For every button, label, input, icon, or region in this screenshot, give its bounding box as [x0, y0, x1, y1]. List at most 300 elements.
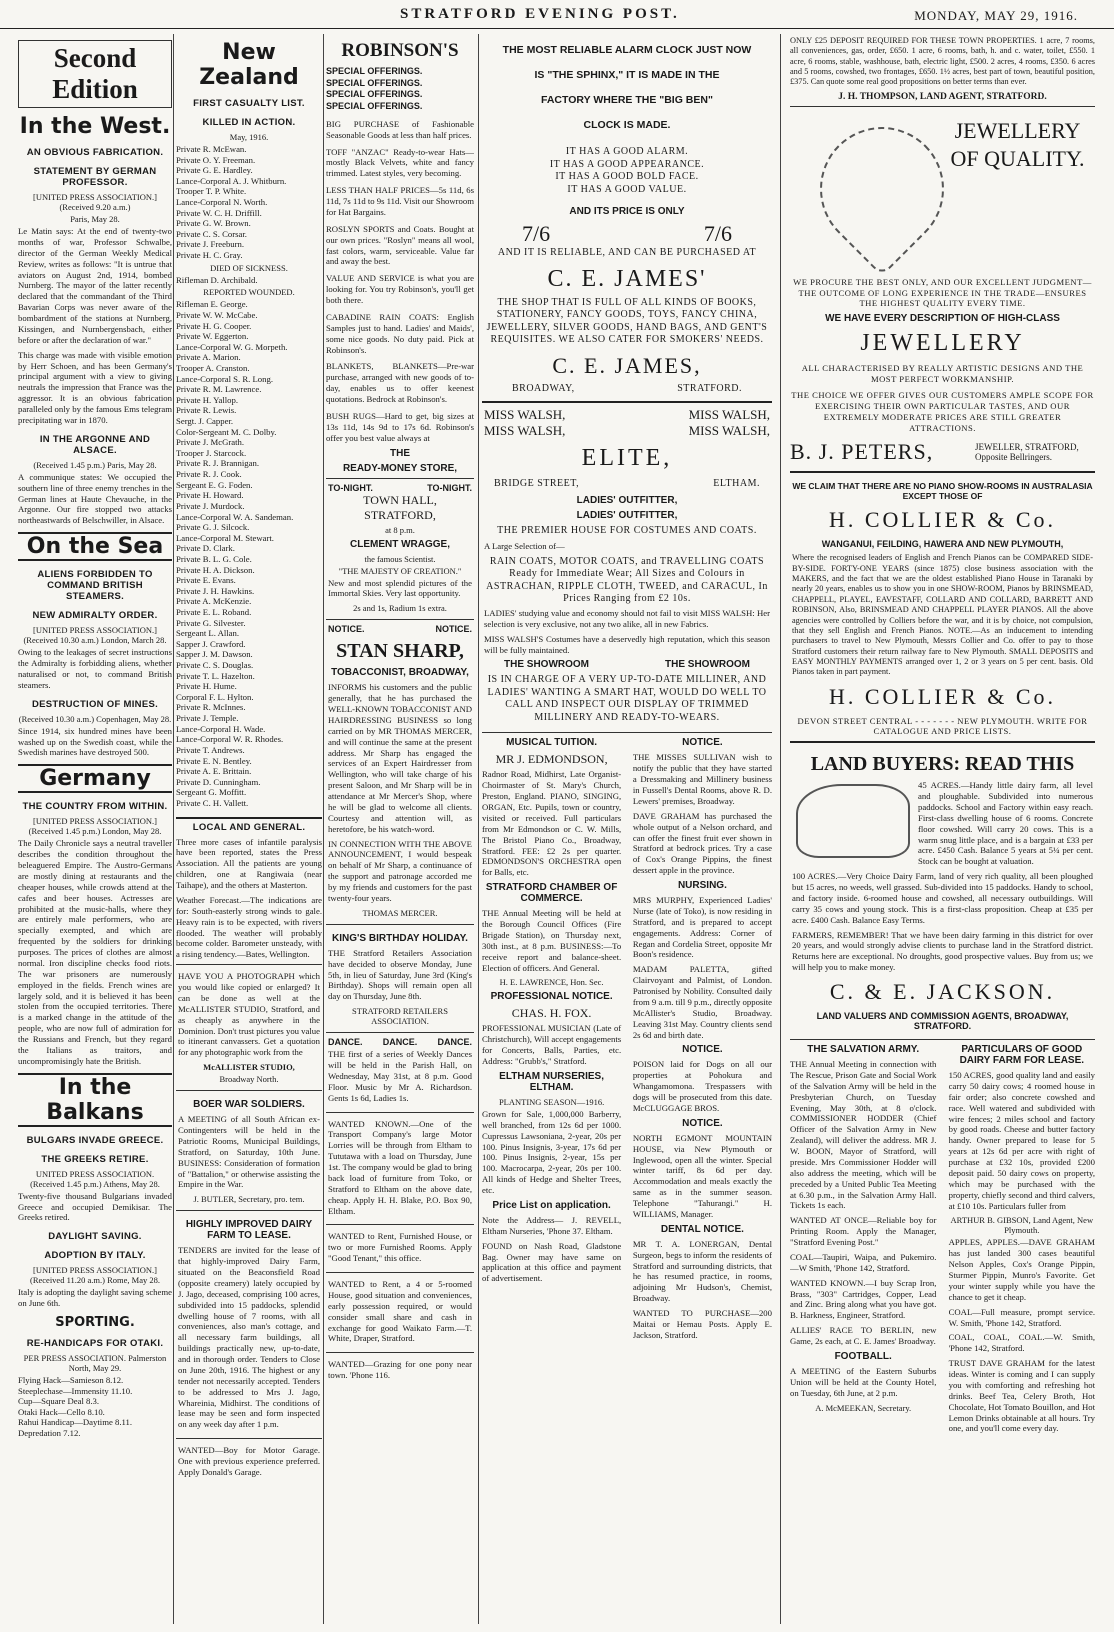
miss-walsh-ad	[482, 401, 772, 728]
casualty-name: Trooper A. Cranston.	[176, 362, 250, 373]
lecturer: CLEMENT WRAGGE,	[350, 538, 450, 550]
column-rule	[173, 34, 174, 1624]
ad-text: DAVE GRAHAM has purchased the whole output of a Nelson orchard, and can offer the finest fruit ever shown in Stratford at bedrock prices. Try a case of Cox's Orange Pippins, the finest dessert apple in the province.	[632, 810, 772, 876]
casualty-name: Sapper J. M. Dawson.	[176, 649, 253, 660]
ad-heading: NOTICE.	[682, 1044, 723, 1056]
offer-line: SPECIAL OFFERINGS.	[326, 101, 423, 112]
ad-sub: Price List on application.	[492, 1199, 611, 1211]
casualty-name: Private C. S. Corsar.	[176, 228, 247, 239]
ad-text: 150 ACRES, good quality land and easily carry 50 dairy cows; 4 roomed house in fair order; also concrete cowshed and race. Well watered and subdivided with wire fences; 2 miles school and factory by good roads. Cheese and butter factory handy. Owner prepared to lease for 5 years at 12s 6d per acre with right of purchase at £32 10s, provided £200 deposit paid. 50 dairy cows on property, which may be purchased with the property, chiefly second and third calvers, at £10 10s. Particulars fuller from	[948, 1070, 1095, 1211]
lower-ads	[482, 732, 772, 1344]
classified-ad	[326, 1272, 474, 1352]
casualty-name: Private T. Andrews.	[176, 744, 245, 755]
offer-line: SPECIAL OFFERINGS.	[326, 77, 423, 88]
offer-item: VALUE AND SERVICE is what you are looking for. You try Robinson's, you'll get both there.	[326, 273, 474, 305]
edition-banner: Second Edition	[18, 40, 172, 108]
subheading: BULGARS INVADE GREECE.	[26, 1134, 164, 1146]
dance-ad	[326, 1032, 474, 1111]
offer-item: TOFF "ANZAC" Ready-to-wear Hats—mostly Black Velvets, white and fancy trimmed. Latest styles, very becoming.	[326, 146, 474, 179]
ad-sub: PLANTING SEASON—1916.	[498, 1096, 605, 1107]
subheading: REPORTED WOUNDED.	[203, 287, 295, 298]
subheading: KILLED IN ACTION.	[202, 117, 296, 128]
casualty-name: Lance-Corporal N. Worth.	[176, 197, 268, 208]
jeweller-sign	[790, 439, 1095, 465]
casualty-name: Private R. McInnes.	[176, 702, 246, 713]
casualty-name: Lance-Corporal H. Wade.	[176, 723, 266, 734]
cable-source: UNITED PRESS ASSOCIATION. (Received 1.45 p.m.) Athens, May 28.	[30, 1168, 160, 1189]
column-rule	[478, 34, 479, 1624]
town: ELTHAM.	[713, 478, 760, 489]
ad-text: THE first of a series of Weekly Dances will be held in the Parish Hall, on Wednesday, May 31st, at 8 p.m. Good Floor. Music by Mr A. Richardson. Gents 1s 6d, Ladies 1s.	[328, 1049, 472, 1103]
subheading: DAYLIGHT SAVING.	[48, 1231, 142, 1243]
ad-text: NORTH EGMONT MOUNTAIN HOUSE, via New Plymouth or Inglewood, open all the winter. Special winter tariff, 8s 6d per day. Accommodation and meals exactly the same as in the summer season. Telephone "Tahurangi." H. WILLIAMS, Manager.	[632, 1132, 772, 1219]
ad-heading: STRATFORD CHAMBER OF COMMERCE.	[485, 882, 618, 905]
casualty-name: Lance-Corporal W. A. Sandeman.	[176, 511, 294, 522]
casualty-name: Private H. A. Dickson.	[176, 564, 255, 575]
shop-name: ELITE,	[581, 445, 673, 471]
ad-text: WANTED AT ONCE—Reliable boy for Printing Room. Apply the Manager, "Stratford Evening Post."	[790, 1215, 937, 1248]
casualty-name: Private H. C. Gray.	[176, 250, 243, 261]
left-ads	[790, 1040, 936, 1438]
dance-label: DANCE.	[437, 1037, 472, 1048]
subheading: IN THE ARGONNE AND ALSACE.	[39, 433, 151, 456]
signature: A. McMEEKAN, Secretary.	[815, 1402, 912, 1413]
offer-line: SPECIAL OFFERINGS.	[326, 89, 423, 100]
cable-source: (Received 10.30 a.m.) Copenhagen, May 28.	[18, 713, 172, 724]
shop-name: C. E. JAMES,	[552, 352, 702, 378]
firm-name: H. COLLIER & Co.	[828, 683, 1057, 709]
notice-label: NOTICE.	[435, 624, 472, 635]
ad-line: AND IT IS RELIABLE, AND CAN BE PURCHASED AT	[497, 247, 757, 258]
ad-text: HAVE YOU A PHOTOGRAPH which you would like copied or enlarged? It can be done as well at the McALLISTER STUDIO, Stratford, and as cheaply as anywhere in the Dominion. Don't trust pictures you value to itinerant canvassers. Get a quotation for any photographic work from the	[178, 971, 320, 1058]
ad-text: LADIES' studying value and economy should not fail to visit MISS WALSH: Her selection is very exclusive, not any two alike, all in new Fabrics.	[484, 607, 770, 629]
casualty-name: Color-Sergeant M. C. Dolby.	[176, 426, 277, 437]
address: BRIDGE STREET,	[494, 478, 580, 489]
casualty-name: Lance-Corporal W. G. Morpeth.	[176, 341, 288, 352]
column-war-news	[18, 34, 172, 1624]
ad-heading: NOTICE.	[682, 1117, 723, 1129]
jewellery-word: JEWELLERY	[860, 330, 1025, 356]
casualty-name: Private W. W. McCabe.	[176, 309, 258, 320]
ad-line: ASTRACHAN, RIPPLE CLOTH, TWEED, and CARACUL, In Prices Ranging from £2 10s.	[486, 580, 768, 605]
cow-illustration-icon	[796, 784, 910, 858]
casualty-name: Private T. L. Hazelton.	[176, 670, 255, 681]
list-item: Depredation 7.12.	[18, 1428, 81, 1439]
cable-source: [UNITED PRESS ASSOCIATION.] (Received 10.30 a.m.) London, March 28.	[23, 625, 167, 646]
ad-heading: ELTHAM NURSERIES, ELTHAM.	[499, 1070, 604, 1093]
ad-line: FACTORY WHERE THE "BIG BEN"	[541, 94, 713, 106]
section-heading: Germany	[18, 764, 172, 793]
section-heading: SPORTING.	[55, 1315, 135, 1330]
cable-source: PER PRESS ASSOCIATION. Palmerston North, May 29.	[23, 1353, 167, 1373]
ad-text: COAL—Taupiri, Waipa, and Pukemiro.—W Smith, 'Phone 142, Stratford.	[790, 1251, 937, 1273]
subheading: THE GREEKS RETIRE.	[41, 1153, 149, 1165]
firm-address: DEVON STREET CENTRAL - - - - - - - NEW PLYMOUTH. WRITE FOR CATALOGUE AND PRICE LISTS.	[797, 715, 1088, 737]
casualty-name: Private J. Murdock.	[176, 500, 245, 511]
casualty-name: Private B. L. G. Cole.	[176, 553, 252, 564]
land-ad	[790, 741, 1095, 1039]
ad-sub: WE HAVE EVERY DESCRIPTION OF HIGH-CLASS	[825, 313, 1060, 324]
column-casualties	[176, 34, 322, 1624]
shop-name: C. E. JAMES'	[547, 265, 707, 292]
showroom-label: THE SHOWROOM	[504, 659, 589, 671]
casualty-name: Private E. Evans.	[176, 575, 236, 586]
ad-text: COAL, COAL, COAL.—W. Smith, 'Phone 142, Stratford.	[948, 1332, 1095, 1354]
agent: J. H. THOMPSON, LAND AGENT, STRATFORD.	[838, 91, 1047, 102]
casualty-name: Private C. S. Douglas.	[176, 660, 254, 671]
ad-text: 100 ACRES.—Very Choice Dairy Farm, land of very rich quality, all been ploughed but 15 acres, no weeds, well grassed. Sub-divided into 15 paddocks. Handy to school, and factory inside. 6-roomed house and cowshed, all necessary outbuildings. Will carry 35 cows and young stock. This is a first-class proposition. Cheap at £35 per acre. £400 Cash. Balance Easy Terms.	[792, 871, 1093, 925]
subheading: ADOPTION BY ITALY.	[44, 1250, 146, 1262]
miss-walsh: MISS WALSH,	[688, 407, 770, 422]
casualty-name: Rifleman E. George.	[176, 299, 248, 310]
ad-text: WANTED TO PURCHASE—200 Maitai or Hemau Posts. Apply E. Jackson, Stratford.	[632, 1308, 772, 1340]
lecture-title: "THE MAJESTY OF CREATION."	[338, 565, 462, 576]
ad-text: MRS MURPHY, Experienced Ladies' Nurse (late of Toko), is now residing in Stratford, and is prepared to accept engagements. Address: Corner of Regan and Cordelia Street, opposite Mr Boon's residence.	[632, 895, 772, 960]
ad-heading: DENTAL NOTICE.	[660, 1223, 744, 1235]
pendant-illustration	[790, 107, 940, 277]
ad-heading: THE SALVATION ARMY.	[807, 1044, 920, 1056]
ad-name: MR J. EDMONDSON,	[495, 752, 608, 767]
casualty-name: Private R. M. Lawrence.	[176, 384, 262, 395]
piano-ad	[790, 471, 1095, 741]
casualty-name: Private G. Silvester.	[176, 617, 246, 628]
offer-item: LESS THAN HALF PRICES—5s 11d, 6s 11d, 7s 11d to 9s 11d. Visit our Showroom for Hat Bargains.	[326, 185, 474, 217]
ad-text: MR T. A. LONERGAN, Dental Surgeon, begs to inform the residents of Stratford and surrounding districts, that he has resumed practice, in rooms, adjoining Mr Hudson's, Chemist, Broadway.	[632, 1238, 772, 1304]
casualty-name: Private J. H. Hawkins.	[176, 585, 255, 596]
section-heading: In the Balkans	[18, 1073, 172, 1127]
ad-text: COAL—Full measure, prompt service. W. Smith, 'Phone 142, Stratford.	[948, 1306, 1095, 1328]
ad-heading: HIGHLY IMPROVED DAIRY FARM TO LEASE.	[185, 1219, 313, 1242]
firm-desc: LAND VALUERS AND COMMISSION AGENTS, BROADWAY, STRATFORD.	[816, 1011, 1069, 1032]
casualty-name: Private G. W. Brown.	[176, 218, 251, 229]
store-name: READY-MONEY STORE,	[342, 462, 458, 474]
miss-walsh: MISS WALSH,	[688, 423, 770, 438]
ad-text: Where the recognised leaders of English and French Pianos can be COMPARED SIDE-BY-SIDE. FORTY-ONE YEARS (since 1875) close business association with the MAKERS, and the fact that we are the oldest established Piano House in Taranaki by nearly 20 years, enables us to show you in one SHOW-ROOM, Pianos by BRINSMEAD, CHAPPELL, PLAYEL, EAVESTAFF, COLLARD AND COLLARD, BARRETT AND ROBINSON, Also, BRINSMEAD AND CHAPPELL PLAYER PIANOS. All the above agencies were controlled by Colliers before the war, and it is by choice, not compulsion, that they sell English and French Pianos. NOTE.—As an inducement to intending purchasers to travel to New Plymouth, Messrs Collier and Co. offer to pay to those Stratford customers their return railway fare to New Plymouth. SMALL DEPOSITS and EASY MONTHLY PAYMENTS arranged over 1, 2 or 3 years on 5 per cent. basis. Old Pianos taken in part payment.	[792, 553, 1093, 677]
business-name: STAN SHARP,	[336, 640, 464, 663]
casualty-name: Private R. J. Cook.	[176, 469, 242, 480]
robinson-items	[326, 119, 474, 444]
ad-name: CHAS. H. FOX.	[511, 1006, 592, 1021]
notice	[326, 924, 474, 1032]
notice-heading: BOER WAR SOLDIERS.	[193, 1099, 305, 1111]
subheading: LOCAL AND GENERAL.	[176, 817, 322, 833]
list-item: Otaki Hack—Cello 8.10.	[18, 1406, 105, 1417]
right-ads	[949, 1040, 1095, 1438]
signature: H. E. LAWRENCE, Hon. Sec.	[499, 977, 604, 988]
ad-heading: NURSING.	[677, 880, 727, 891]
firm-towns: WANGANUI, FEILDING, HAWERA AND NEW PLYMOUTH,	[821, 539, 1064, 550]
casualty-name: Private H. Howard.	[176, 490, 244, 501]
ad-line: CLOCK IS MADE.	[583, 119, 671, 131]
ad-text: FARMERS, REMEMBER! That we have been dairy farming in this district for over 20 years, and would strongly advise clients to purchase land in the Stratford district. Returns here are exceptional. No droughts, good prospective values. Buy from us; we will help you to make money.	[792, 929, 1093, 973]
casualty-name: Private H. G. Cooper.	[176, 320, 252, 331]
town: STRATFORD.	[677, 382, 742, 394]
advertisement	[176, 1210, 322, 1438]
list-item: Flying Hack—Samieson 8.12.	[18, 1375, 124, 1385]
newspaper-title: STRATFORD EVENING POST.	[400, 6, 680, 22]
notice-label: NOTICE.	[328, 624, 365, 635]
section-heading: In the West.	[19, 114, 171, 139]
dance-label: DANCE.	[328, 1037, 363, 1048]
feature: IT HAS A GOOD VALUE.	[567, 183, 687, 195]
ad-text: WANTED KNOWN.—One of the Transport Company's large Motor Lorries will be through from Eltham to Tututawa with a load on Thursday, June 1st. The company would be glad to bring back load of furniture from Toko, or Stratford to Eltham on the above date, cheap. Apply H. H. Blake, P.O. Box 90, Eltham.	[328, 1118, 472, 1216]
article-paragraph: Twenty-five thousand Bulgarians invaded Greece and occupied Demikisar. The Greeks retired.	[18, 1190, 172, 1223]
ad-text: Note the Address— J. REVELL, Eltham Nurseries, 'Phone 37. Eltham.	[482, 1214, 622, 1236]
ad-text: WANTED KNOWN.—I buy Scrap Iron, Brass, "303" Cartridges, Copper, Lead and Zinc. Bring along what you have got. B. Harkness, Engineer, Stratford.	[790, 1277, 937, 1321]
signature: ARTHUR B. GIBSON, Land Agent, New Plymouth.	[950, 1215, 1094, 1236]
casualty-name: Private W. Eggerton.	[176, 331, 249, 342]
tagline: LADIES' OUTFITTER,	[576, 509, 678, 521]
casualty-name: Private R. J. Brannigan.	[176, 458, 260, 469]
offer-item: CABADINE RAIN COATS: English Samples just to hand. Ladies' and Maids', some nice goods. No duty paid. Pick at Robinson's.	[326, 311, 474, 355]
cable-source: (Received 1.45 p.m.) Paris, May 28.	[33, 459, 157, 470]
classified-ad	[176, 1438, 322, 1486]
ad-heading: PARTICULARS OF GOOD DAIRY FARM FOR LEASE.	[959, 1044, 1085, 1067]
notice	[176, 1090, 322, 1210]
ad-heading: NOTICE.	[682, 737, 723, 749]
casualty-name: Private R. Lewis.	[176, 405, 237, 416]
article-paragraph: Weather Forecast.—The indications are for: South-easterly strong winds to gale. Heavy rain is to be expected, with rivers flooded. The weather will probably become colder. Barometer unsteady, with a rising tendency.—Bates, Wellington.	[176, 894, 322, 960]
subheading: DIED OF SICKNESS.	[210, 262, 288, 273]
ad-text: APPLES, APPLES.—DAVE GRAHAM has just landed 300 cases beautiful Nelson Apples, Cox's Orange Pippin, Sturmer Pippin, Munro's Favorite. Get your winter supply while you have the chance to get it cheap.	[948, 1237, 1095, 1302]
casualty-name: Private H. Hume.	[176, 681, 237, 692]
casualty-name: Sergt. J. Capper.	[176, 416, 234, 427]
ad-line: IS "THE SPHINX," IT IS MADE IN THE	[534, 69, 720, 81]
ad-text: New and most splendid pictures of the Immortal Skies. Very last opportunity.	[328, 577, 472, 599]
tonight-label: TO-NIGHT.	[328, 482, 373, 493]
special-offerings	[326, 66, 474, 113]
classified-ad	[326, 1224, 474, 1272]
section-heading: New Zealand	[199, 40, 299, 90]
price-row	[482, 221, 772, 247]
article-paragraph: Three more cases of infantile paralysis have been reported, states the Press Association. All the patients are young children, one at Rangiwaia (near Taihape), and the others at Masterton.	[176, 836, 322, 891]
jewellery-ad	[790, 106, 1095, 277]
casualty-name: Private G. E. Hardley.	[176, 165, 253, 176]
cable-source: [UNITED PRESS ASSOCIATION.] (Received 9.20 a.m.)	[33, 192, 157, 212]
subheading: AN OBVIOUS FABRICATION.	[26, 147, 164, 158]
column-ads-2	[482, 34, 772, 1624]
article-paragraph: A communique states: We occupied the southern line of three enemy trenches in the German lines at Haute Chevauche, in the Argonne. Our fire stopped two attacks northeastwards of Belschwiller, in Alsace.	[18, 471, 172, 526]
subheading: STATEMENT BY GERMAN PROFESSOR.	[33, 166, 157, 188]
ad-line: RAIN COATS, MOTOR COATS, and TRAVELLING COATS Ready for Immediate Wear; All Sizes and Colours in	[489, 555, 765, 580]
casualty-name: Private C. H. Vallett.	[176, 797, 249, 808]
casualty-name: Lance-Corporal S. R. Long.	[176, 373, 273, 384]
firm-name: H. COLLIER & Co.	[828, 507, 1057, 533]
cable-source: [UNITED PRESS ASSOCIATION.] (Received 11.20 a.m.) Rome, May 28.	[30, 1265, 160, 1286]
jeweller-address: JEWELLER, STRATFORD, Opposite Bellringers.	[975, 442, 1079, 463]
ad-text: A MEETING of the Eastern Suburbs Union will be held at the County Hotel, on Tuesday, 6th June, at 2 p.m.	[790, 1365, 937, 1398]
casualty-name: Private A. McKenzie.	[176, 596, 252, 607]
offer-line: SPECIAL OFFERINGS.	[326, 66, 423, 76]
casualty-name: Lance-Corporal W. R. Rhodes.	[176, 734, 284, 745]
time: at 8 p.m.	[385, 524, 415, 535]
dance-label: DANCE.	[382, 1037, 418, 1048]
features	[482, 146, 772, 196]
masthead	[0, 0, 1114, 29]
ad-text: WANTED to Rent, Furnished House, or two or more Furnished Rooms. Apply "Good Tenant," this office.	[328, 1231, 472, 1264]
ad-line: ALL CHARACTERISED BY REALLY ARTISTIC DESIGNS AND THE MOST PERFECT WORKMANSHIP.	[801, 363, 1084, 384]
article-paragraph: Owing to the leakages of secret instructions the Admiralty is forbidding aliens, whether naturalised or not, to command British steamers.	[18, 647, 172, 690]
miss-walsh: MISS WALSH,	[484, 407, 566, 422]
subheading: ALIENS FORBIDDEN TO COMMAND BRITISH STEAMERS.	[37, 569, 153, 603]
ad-text: WANTED—Grazing for one pony near town. 'Phone 116.	[328, 1359, 472, 1381]
casualty-name: Lance-Corporal A. J. Whitburn.	[176, 175, 287, 186]
store-the: THE	[390, 447, 410, 459]
property-ad: ONLY £25 DEPOSIT REQUIRED FOR THESE TOWN PROPERTIES. 1 acre, 7 rooms, all conveniences, gas, order, £650. 1 acre, 6 rooms, bath, h. and c. water, toilet, £550. 1 acre, 6 rooms, stable, washhouse, bath, electric light, £500. 2 acres, 4 rooms, £350. 6 acres and 5 rooms, cowshed, two frontages, £650. 1½ acres, best part of town, beautiful position, £375. Can quote some real good propositions on better terms than ever.	[790, 36, 1095, 87]
ad-text: Radnor Road, Midhirst, Late Organist-Choirmaster of St. Mary's Church, Preston, England. PIANO, SINGING, ORGAN, Etc. Pupils, town or country, visited or received. Full particulars from Mr Edmondson or C. W. Mills, The Bristol Piano Co., Broadway, Stratford. FEE: £2 2s per quarter. EDMONDSON'S ORCHESTRA open for Balls, etc.	[482, 769, 622, 878]
lecture-ad	[326, 478, 474, 620]
list-item: Cup—Square Deal 8.3.	[18, 1396, 100, 1407]
feature: IT HAS A GOOD ALARM.	[565, 146, 689, 157]
classified-ad	[326, 1352, 474, 1389]
ad-text: 45 ACRES.—Handy little dairy farm, all level and ploughable. Subdivided into numerous paddocks. School and Factory within easy reach. First-class dwelling house of 6 rooms. Concrete floor cowshed. Will carry 20 cows. This is a warm snug little place, and is a bargain at £33 per acre. £450 Cash. Balance 5 years at 5¼ per cent. Stock can be bought at valuation.	[918, 780, 1093, 867]
firm-name: C. & E. JACKSON.	[829, 979, 1056, 1005]
casualty-name: Sergeant E. G. Foden.	[176, 479, 253, 490]
casualty-name: Private G. J. Silcock.	[176, 522, 250, 533]
section-heading: On the Sea	[18, 532, 172, 561]
article-paragraph: Le Matin says: At the end of twenty-two months of war, Professor Schwalbe, director of the German Weekly Medical Review, writes as follows: "It is untrue that aviators on August 2nd, 1914, bombed Nurnberg. The mayor of the latter recently declared that the commandant of the Third Bavarian Corps was never aware of the bombardment of the stations at Nurnberg, Kissingen, and Nurnbergensbach, either before or after the declaration of war."	[18, 226, 172, 345]
notice-signature: J. BUTLER, Secretary, pro. tem.	[193, 1194, 305, 1205]
casualty-name: Private A. E. Brittain.	[176, 766, 252, 777]
lecturer-desc: the famous Scientist.	[364, 553, 436, 564]
casualty-name: Private E. N. Bentley.	[176, 755, 252, 766]
notice-text: A MEETING of all South African ex-Contingenters will be held in the Patriotic Rooms, Municipal Buildings, Stratford, on Saturday, 10th June. BUSINESS: Consideration of formation of "Battalion," or otherwise assisting the Empire in the War.	[178, 1114, 320, 1190]
price: 7/6	[522, 221, 551, 246]
column-ads-3	[790, 34, 1095, 1624]
address: BROADWAY,	[512, 382, 575, 394]
subheading: NEW ADMIRALTY ORDER.	[32, 610, 158, 622]
tagline: LADIES' OUTFITTER,	[576, 494, 678, 506]
issue-date: MONDAY, MAY 29, 1916.	[914, 8, 1078, 23]
ad-text: WANTED—Boy for Motor Garage. One with previous experience preferred. Apply Donald's Garage.	[178, 1445, 320, 1477]
casualty-name: Private E. L. Roband.	[176, 606, 252, 617]
casualty-name: Rifleman D. Archibald.	[176, 274, 258, 285]
offer-item: BLANKETS, BLANKETS—Pre-war purchase, arranged with new goods of to-day, enables us to offer keenest quotations. Bedrock at Robinson's.	[326, 361, 474, 404]
right-ads	[633, 733, 772, 1344]
notice-text: INFORMS his customers and the public generally, that he has purchased the WELL-KNOWN TOBACCONIST AND HAIRDRESSING BUSINESS so long carried on by MR THOMAS MERCER, and will continue the same at the present address. Mr Sharp has engaged the services of an Expert Hairdresser from Wellington, who will take charge of his present Saloon, and Mr Sharp will be in attendance at Mr Mercer's Shop, where he will be glad to welcome all clients. Courtesy and attention will, as heretofore, be his watch-word.	[328, 682, 472, 834]
casualty-name: Lance-Corporal M. Stewart.	[176, 532, 274, 543]
ad-text: THE Annual Meeting will be held at the Borough Council Offices (Fire Brigade Station), on Thursday next, 30th inst., at 8 p.m. BUSINESS:—To receive report and balance-sheet. Election of officers. And General.	[482, 908, 622, 973]
casualty-name: Private J. Temple.	[176, 713, 239, 724]
list-item: Rahui Handicap—Daytime 8.11.	[18, 1417, 133, 1428]
ad-text: TRUST DAVE GRAHAM for the latest ideas. Winter is coming and I can supply you with comforting and refreshing hot drinks. Beef Tea, Celery Broth, Hot Chocolate, Hot Tomato Bouillon, and Hot Lemon Drinks obtainable at all hours. Try one, and you'll come every day.	[948, 1358, 1095, 1434]
notice-signature: THOMAS MERCER.	[362, 907, 438, 918]
list-date: May, 1916.	[229, 132, 269, 142]
ad-text: POISON laid for Dogs on all our properties at Pohokura and Whangamomona. Trespassers with dogs will be prosecuted from this date. McCLUGGAGE BROS.	[632, 1059, 772, 1113]
miss-walsh: MISS WALSH,	[484, 423, 566, 438]
died-list	[176, 275, 322, 286]
alarm-clock-ad	[482, 40, 772, 395]
notice-heading: KING'S BIRTHDAY HOLIDAY.	[332, 932, 468, 944]
ad-text: MISS WALSH'S Costumes have a deservedly high reputation, which this season will be fully maintained.	[484, 633, 770, 655]
shop-desc: THE SHOP THAT IS FULL OF ALL KINDS OF BOOKS, STATIONERY, FANCY GOODS, TOYS, FANCY CHINA, JEWELLERY, SILVER GOODS, HAND BAGS, AND GENT'S REQUISITES. WE ALSO CATER FOR SMOKERS' NEEDS.	[486, 296, 768, 345]
ad-line: THE CHOICE WE OFFER GIVES OUR CUSTOMERS AMPLE SCOPE FOR EXERCISING THEIR OWN PARTICULAR TASTES, AND OUR EXTREMELY MODERATE PRICES ARE STILL GREATER ATTRACTIONS.	[791, 390, 1094, 433]
ad-heading: PROFESSIONAL NOTICE.	[490, 991, 613, 1003]
ad-line: IS IN CHARGE OF A VERY UP-TO-DATE MILLINER, AND LADIES' WANTING A SMART HAT, WOULD DO WELL TO CALL AND INSPECT OUR DISPLAY OF TRIMMED MILLINERY AND READY-TO-WEARS.	[487, 674, 767, 723]
studio-address: Broadway North.	[219, 1074, 279, 1085]
ad-text: Grown for Sale, 1,000,000 Barberry, well branched, from 12s 6d per 1000. Cupressus Lawsoniana, 2-year, 20s per 100. Pinus Insignis, 3-year, 17s 6d per 100. Pinus Insignis, 2-year, 15s per 100. Macrocarpa, 2-year, 20s per 100. All kinds of Hedge and Shelter Trees, etc.	[482, 1108, 622, 1195]
notice-signature: STRATFORD RETAILERS ASSOCIATION.	[352, 1006, 448, 1027]
killed-list	[176, 144, 322, 261]
column-ads-1	[326, 34, 474, 1624]
article-paragraph: This charge was made with visible emotion by Herr Schoen, and has been Germany's principal argument with a view to giving neutrals the impression that France was the aggressor. It is an obvious fabrication paralleled only by the famous Ems telegram precipitating war in 1870.	[18, 349, 172, 425]
advertisement	[176, 964, 322, 1090]
ad-text: THE MISSES SULLIVAN wish to notify the public that they have started a Dressmaking and Millinery business in Fussell's Dental Rooms, above R. D. Lewers' premises, Broadway.	[632, 752, 772, 806]
article-paragraph: The Daily Chronicle says a neutral traveller describes the condition throughout the beleaguered Empire. The Austro-Germans are mostly dining at restaurants and the cheaper houses, while crowds attend at the cafes and beer houses. Actresses are prohibited at the music-halls, where they are entirely male performers, who are specially exempted, and which are frequented by the soldiers for drinking purposes. The prices of clothes are almost normal. Iron discipline checks food riots. The war prisoners are numerously employed in the fields. French wines are largely sold, and it is believed it has been stolen from the occupied territories. There is a marked change in the attitude of the people, who are now full of admiration for the Russians and French, but they regard the Italians as traitors, and uncompromisingly hate the British.	[18, 838, 172, 1066]
feature: IT HAS A GOOD BOLD FACE.	[555, 171, 699, 182]
ad-line: THE MOST RELIABLE ALARM CLOCK JUST NOW	[502, 44, 752, 56]
casualty-name: Private J. Freeburn.	[176, 239, 245, 250]
left-ads	[482, 733, 621, 1344]
ticket-prices: 2s and 1s, Radium 1s extra.	[353, 603, 447, 614]
offer-item: BUSH RUGS—Hard to get, big sizes at 13s 11d, 14s 9d to 17s 6d. Robinson's offer you best value always at	[326, 410, 474, 443]
casualty-name: Private A. Marion.	[176, 352, 241, 363]
lower-ads	[790, 1039, 1095, 1438]
feature: IT HAS A GOOD APPEARANCE.	[549, 158, 705, 170]
casualty-name: Sapper J. Crawford.	[176, 638, 246, 649]
jewellery-heading: JEWELLERY OF QUALITY.	[950, 117, 1085, 172]
ad-text: WANTED to Rent, a 4 or 5-roomed House, good situation and conveniences, early possession required, or would consider small share and cash in exchange for good Waikato Farm.—T. White, Draper, Stratford.	[328, 1279, 472, 1344]
tonight-label: TO-NIGHT.	[427, 482, 472, 493]
casualty-name: Sergeant L. Allan.	[176, 628, 240, 639]
casualty-name: Private W. C. H. Driffill.	[176, 207, 262, 218]
price: 7/6	[703, 221, 732, 246]
subheading: DESTRUCTION OF MINES.	[31, 698, 159, 710]
ad-text: FOUND on Nash Road, Gladstone Bag. Owner may have same on application at this office and payment of advertisement.	[482, 1240, 622, 1284]
dateline: Paris, May 28.	[70, 214, 120, 224]
casualty-name: Private J. McGrath.	[176, 437, 245, 448]
notice-text: IN CONNECTION WITH THE ABOVE ANNOUNCEMENT, I would bespeak on behalf of Mr Sharp, a continuance of the support and patronage accorded me by my friends and customers for the past twenty-four years.	[328, 838, 472, 903]
ad-heading: MUSICAL TUITION.	[506, 737, 598, 749]
business-desc: TOBACCONIST, BROADWAY,	[331, 667, 469, 679]
ad-line: THE PREMIER HOUSE FOR COSTUMES AND COATS.	[497, 524, 757, 536]
offer-item: ROSLYN SPORTS and Coats. Bought at our own prices. "Roslyn" means all wool, fast colors, warm, serviceable. Value far and away the best.	[326, 223, 474, 267]
casualty-name: Private R. McEwan.	[176, 144, 247, 154]
ad-text: A Large Selection of—	[484, 541, 565, 551]
column-rule	[780, 34, 781, 1624]
classified-ad	[326, 1112, 474, 1225]
robinsons-brand: ROBINSON'S	[341, 40, 459, 61]
offer-item: BIG PURCHASE of Fashionable Seasonable Goods at less than half prices.	[326, 118, 474, 140]
casualty-name: Trooper T. P. White.	[176, 186, 247, 197]
ad-text: THE Annual Meeting in connection with The Rescue, Prison Gate and Social Work of the Salvation Army will be held in the Presbyterian Church, on Tuesday Evening, May 30th, at 8 o'clock. COMMISSIONER HODDER (Chief Officer of the Salvation Army in New Zealand), will deliver the address. MR J. W. BOON, Mayor of Stratford, will preside. Mrs Commissioner Hodder will also address the meeting, which will be preceded by a United Public Tea Meeting at 6.30 p.m., in the Salvation Army Hall. Tickets 1s each.	[790, 1059, 937, 1211]
venue: TOWN HALL, STRATFORD,	[363, 492, 437, 522]
notice-text: THE Stratford Retailers Association have decided to observe Monday, June 5th, in lieu of Saturday, June 3rd (King's Birthday). Shops will remain open all day on Thursday, June 8th.	[328, 947, 472, 1002]
land-heading: LAND BUYERS: READ THIS	[810, 753, 1075, 776]
casualty-name: Private H. Yallop.	[176, 394, 239, 405]
studio-name: McALLISTER STUDIO,	[203, 1062, 295, 1073]
price-heading: AND ITS PRICE IS ONLY	[569, 206, 685, 217]
showroom-label: THE SHOWROOM	[665, 659, 750, 671]
casualty-name: Corporal F. L. Hylton.	[176, 691, 254, 702]
handicap-list	[18, 1375, 172, 1439]
casualty-name: Private D. Cunningham.	[176, 776, 261, 787]
subheading: FIRST CASUALTY LIST.	[193, 98, 305, 109]
casualty-name: Trooper J. Starcock.	[176, 447, 247, 458]
subheading: RE-HANDICAPS FOR OTAKI.	[26, 1338, 164, 1349]
ad-text: PROFESSIONAL MUSICIAN (Late of Christchurch), Will accept engagements for Concerts, Balls, Parties, etc. Address: "Grubb's," Stratford.	[482, 1023, 622, 1066]
ad-sub: WE CLAIM THAT THERE ARE NO PIANO SHOW-ROOMS IN AUSTRALASIA EXCEPT THOSE OF	[792, 481, 1093, 502]
casualty-name: Sergeant G. Moffitt.	[176, 787, 247, 798]
subheading: THE COUNTRY FROM WITHIN.	[22, 801, 168, 813]
ad-heading: FOOTBALL.	[834, 1350, 892, 1362]
cable-source: [UNITED PRESS ASSOCIATION.] (Received 1.45 p.m.) London, May 28.	[28, 816, 162, 837]
notice	[326, 619, 474, 924]
casualty-name: Private D. Clark.	[176, 543, 235, 554]
jeweller-name: B. J. PETERS,	[790, 439, 934, 465]
wounded-list	[176, 299, 322, 808]
ad-line: WE PROCURE THE BEST ONLY, AND OUR EXCELLENT JUDGMENT—THE OUTCOME OF LONG EXPERIENCE IN THE TRADE—ENSURES THE HIGHEST QUALITY EVERY TIME.	[793, 276, 1092, 309]
